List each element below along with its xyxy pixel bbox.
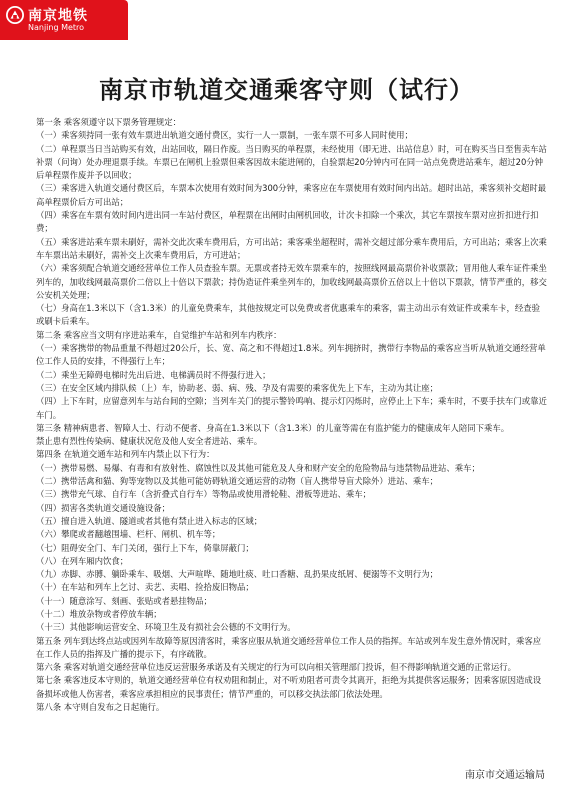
paragraph: （五）擅自进入轨道、隧道或者其他有禁止进入标志的区域； — [36, 515, 263, 526]
paragraph: （六）攀爬或者翻越围墙、栏杆、闸机、机车等； — [36, 529, 221, 540]
paragraph: 第四条 在轨道交通车站和列车内禁止以下行为： — [36, 449, 215, 460]
paragraph: （五）乘客进站乘车票未刷好，需补交此次乘车费用后，方可出站；乘客乘坐超程时，需补交超过部分乘车费用后，方可出站；乘客上次乘车车票出站未刷好，需补交上次乘车费用后，方可进站； — [36, 236, 547, 260]
paragraph: （二）乘坐无障碍电梯时先出后进、电梯满员时不得强行进入； — [36, 369, 271, 380]
paragraph: （十二）堆放杂物或者停放车辆； — [36, 608, 162, 619]
paragraph: （七）身高在1.3米以下（含1.3米）的儿童免费乘车，其他按规定可以免费或者优惠乘车的乘客，需主动出示有效证件或乘车卡，经查验或刷卡后乘车。 — [36, 303, 541, 327]
document-body — [36, 116, 548, 714]
paragraph: （二）携带活禽和猫、狗等宠物以及其他可能妨碍轨道交通运营的动物（盲人携带导盲犬除外）进站、乘车； — [36, 476, 438, 487]
paragraph: 第六条 乘客对轨道交通经营单位违反运营服务承诺及有关规定的行为可以向相关管理部门投诉，但不得影响轨道交通的正常运行。 — [36, 662, 517, 673]
paragraph: （四）乘客在车票有效时间内进出同一车站付费区，单程票在出闸时由闸机回收，计次卡扣除一个乘次，其它车票按车票对应折扣进行扣费； — [36, 210, 539, 234]
paragraph: （十三）其他影响运营安全、环境卫生及有损社会公德的不文明行为。 — [36, 622, 296, 633]
paragraph: （九）赤脚、赤膊、躺卧乘车、吸烟、大声喧哗、随地吐痰、吐口香糖、乱扔果皮纸屑、便溺等不文明行为； — [36, 569, 438, 580]
paragraph: 第八条 本守则自发布之日起施行。 — [36, 702, 165, 713]
paragraph: （七）阻碍安全门、车门关闭，强行上下车，倚靠屏蔽门； — [36, 542, 254, 553]
brand-bar — [0, 0, 128, 40]
paragraph: 第一条 乘客须遵守以下票务管理规定： — [36, 117, 182, 127]
metro-logo-icon — [6, 6, 24, 24]
paragraph: （八）在列车厢内饮食； — [36, 555, 129, 566]
paragraph: 第七条 乘客违反本守则的，轨道交通经营单位有权劝阻和制止，对不听劝阻者可责令其离开，拒绝为其提供客运服务；因乘客原因造成设备损坏或他人伤害者，乘客应承担相应的民事责任；情节严重的，可以移交执法部门依法处理。 — [36, 675, 542, 699]
paragraph: 禁止患有烈性传染病、健康状况危及他人安全者进站、乘车。 — [36, 436, 263, 447]
issuer: 南京市交通运输局 — [465, 770, 545, 781]
paragraph: （六）乘客须配合轨道交通经营单位工作人员查验车票。无票或者持无效车票乘车的，按照线网最高票价补收票款；冒用他人乘车证件乘坐列车的，加收线网最高票价二倍以上十倍以下票款；持伪造证件乘坐列车的，加收线网最高票价五倍以上十倍以下票款，情节严重的，移交公安机关处理； — [36, 263, 547, 300]
logo-text-cn: 南京地铁 — [28, 8, 88, 24]
document-title: 南京市轨道交通乘客守则（试行） — [99, 75, 474, 104]
paragraph: （四）上下车时，应留意列车与站台间的空隙；当列车关门的提示警铃鸣响、提示灯闪烁时，应停止上下车；乘车时，不要手扶车门或靠近车门。 — [36, 396, 547, 420]
paragraph: （四）损害各类轨道交通设施设备； — [36, 502, 170, 513]
paragraph: （二）单程票当日当站购买有效，出站回收，隔日作废。当日购买的单程票，未经使用（即无进、出站信息）时，可在购买当日至售卖车站补票（问询）处办理退票手续。车票已在闸机上验票但乘客因故未能进闸的，自验票起20分钟内可在同一站点免费进站乘车，超过20分钟后单程票作废并予以回收； — [36, 143, 547, 181]
paragraph: （三）携带充气球、自行车（含折叠式自行车）等物品或使用滑轮鞋、滑板等进站、乘车； — [36, 489, 371, 500]
paragraph: （三）在安全区域内排队候（上）车，协助老、弱、病、残、孕及有需要的乘客优先上下车，主动为其让座； — [36, 382, 438, 393]
paragraph: （一）乘客须持同一张有效车票进出轨道交通付费区，实行一人一票制，一张车票不可多人同时使用； — [36, 130, 413, 141]
paragraph: （一）乘客携带的物品重量不得超过20公斤，长、宽、高之和不得超过1.8米。列车拥挤时，携带行李物品的乘客应当听从轨道交通经营单位工作人员的安排，不得强行上车； — [36, 343, 546, 367]
paragraph: （十）在车站和列车上乞讨、卖艺、卖唱、捡拾废旧物品； — [36, 582, 254, 593]
header — [0, 0, 573, 44]
paragraph: 第三条 精神病患者、智障人士、行动不便者、身高在1.3米以下（含1.3米）的儿童等需在有监护能力的健康成年人陪同下乘车。 — [36, 422, 510, 433]
paragraph: （三）乘客进入轨道交通付费区后，车票本次使用有效时间为300分钟，乘客应在车票使用有效时间内出站。超时出站，乘客须补交超时最高单程票价后方可出站； — [36, 183, 547, 207]
paragraph: （十一）随意涂写、刻画、张贴或者悬挂物品； — [36, 595, 212, 606]
logo-text-en: Nanjing Metro — [28, 23, 85, 32]
paragraph: 第二条 乘客应当文明有序进站乘车，自觉维护车站和列车内秩序： — [36, 329, 282, 340]
paragraph: 第五条 列车到达终点站或因列车故障等原因清客时，乘客应服从轨道交通经营单位工作人员的指挥。车站或列车发生意外情况时，乘客应在工作人员的指挥及广播的提示下，有序疏散。 — [36, 635, 542, 659]
paragraph: （一）携带易燃、易爆、有毒和有放射性、腐蚀性以及其他可能危及人身和财产安全的危险物品与违禁物品进站、乘车； — [36, 462, 480, 473]
